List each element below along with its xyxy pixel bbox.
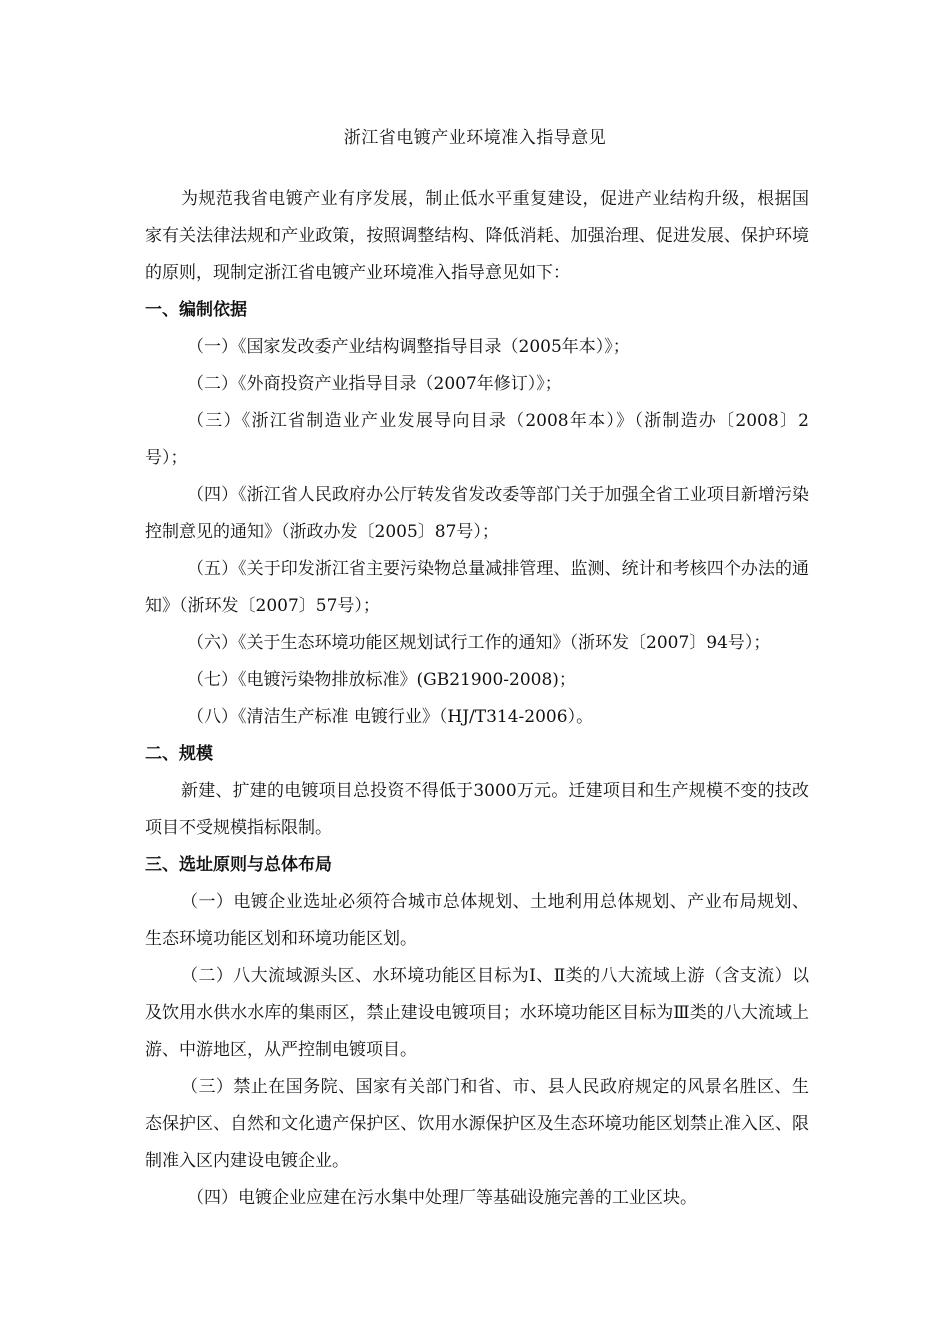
section-heading-scale: 二、规模 [145,744,213,764]
intro-paragraph: 为规范我省电镀产业有序发展，制止低水平重复建设，促进产业结构升级，根据国家有关法律法规和产业政策，按照调整结构、降低消耗、加强治理、促进发展、保护环境的原则，现制定浙江省电镀产业环境准入指导意见如下： [145,189,809,283]
basis-item-2: （二）《外商投资产业指导目录（2007年修订）》； [187,374,562,394]
section-heading-siting: 三、选址原则与总体布局 [145,855,332,875]
document-title: 浙江省电镀产业环境准入指导意见 [343,128,607,148]
basis-item-6: （六）《关于生态环境功能区规划试行工作的通知》（浙环发〔2007〕94号）； [187,633,771,653]
siting-item-2: （二）八大流域源头区、水环境功能区目标为Ⅰ、Ⅱ类的八大流域上游（含支流）以及饮用水供水水库的集雨区，禁止建设电镀项目；水环境功能区目标为Ⅲ类的八大流域上游、中游地区，从严控制电镀项目。 [145,966,809,1060]
basis-item-4: （四）《浙江省人民政府办公厅转发省发改委等部门关于加强全省工业项目新增污染控制意见的通知》（浙政办发〔2005〕87号）； [145,485,809,542]
basis-item-5: （五）《关于印发浙江省主要污染物总量减排管理、监测、统计和考核四个办法的通知》（浙环发〔2007〕57号）； [145,559,809,616]
basis-item-1: （一）《国家发改委产业结构调整指导目录（2005年本）》； [187,337,630,357]
siting-item-4: （四）电镀企业应建在污水集中处理厂等基础设施完善的工业区块。 [187,1188,697,1208]
basis-item-3: （三）《浙江省制造业产业发展导向目录（2008年本）》（浙制造办〔2008〕2号）； [145,411,809,468]
scale-paragraph: 新建、扩建的电镀项目总投资不得低于3000万元。迁建项目和生产规模不变的技改项目不受规模指标限制。 [145,781,809,838]
siting-item-3: （三）禁止在国务院、国家有关部门和省、市、县人民政府规定的风景名胜区、生态保护区、自然和文化遗产保护区、饮用水源保护区及生态环境功能区划禁止准入区、限制准入区内建设电镀企业。 [145,1077,809,1171]
document-body [145,181,809,1217]
basis-item-8: （八）《清洁生产标准 电镀行业》（HJ/T314-2006）。 [187,707,594,727]
section-heading-basis: 一、编制依据 [145,300,247,320]
basis-item-7: （七）《电镀污染物排放标准》(GB21900-2008)； [187,670,576,690]
siting-item-1: （一）电镀企业选址必须符合城市总体规划、土地利用总体规划、产业布局规划、生态环境功能区划和环境功能区划。 [145,892,809,949]
